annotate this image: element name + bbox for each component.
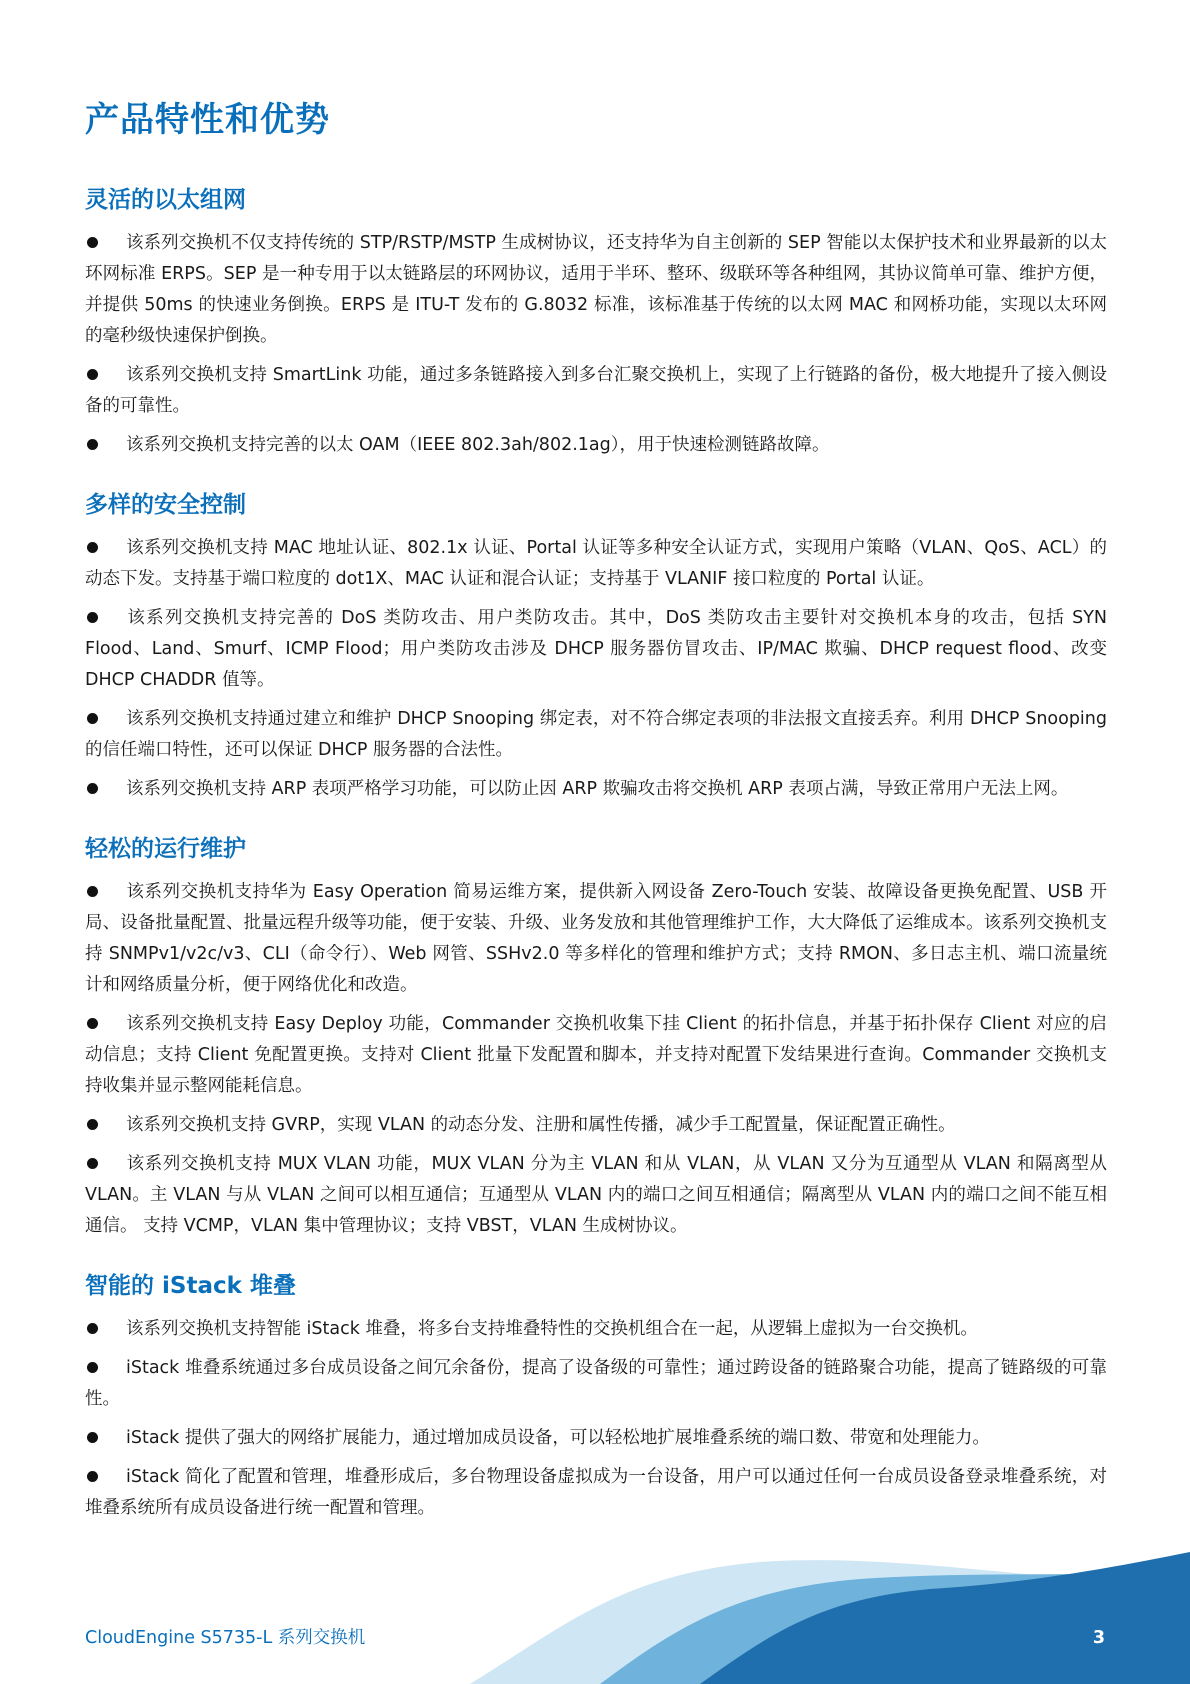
bullet-text: iStack 堆叠系统通过多台成员设备之间冗余备份，提高了设备级的可靠性；通过跨设备的链路聚合功能，提高了链路级的可靠性。 [85,1358,1107,1409]
bullet-icon [87,1119,98,1130]
list-item [85,1149,1107,1242]
list-item [85,774,1107,805]
list-item [85,1009,1107,1102]
bullet-text: iStack 简化了配置和管理，堆叠形成后，多台物理设备虚拟成为一台设备，用户可以通过任何一台成员设备登录堆叠系统，对堆叠系统所有成员设备进行统一配置和管理。 [85,1467,1107,1518]
section-title: 灵活的以太组网 [85,187,246,213]
bullet-text: 该系列交换机支持完善的 DoS 类防攻击、用户类防攻击。其中，DoS 类防攻击主要针对交换机本身的攻击，包括 SYN Flood、Land、Smurf、ICMP Flood；用户类防攻击涉及 DHCP 服务器仿冒攻击、IP/MAC 欺骗、DHCP request flood、改变 DHCP CHADDR 值等。 [85,608,1107,690]
footer-wave-decoration [0,1534,1190,1684]
list-item [85,533,1107,595]
bullet-icon [87,612,98,623]
list-item [85,877,1107,1001]
bullet-text: 该系列交换机支持完善的以太 OAM（IEEE 802.3ah/802.1ag），用于快速检测链路故障。 [126,435,830,455]
bullet-icon [87,369,98,380]
list-item [85,1314,1107,1345]
bullet-text: 该系列交换机支持 Easy Deploy 功能，Commander 交换机收集下挂 Client 的拓扑信息，并基于拓扑保存 Client 对应的启动信息；支持 Client 免配置更换。支持对 Client 批量下发配置和脚本，并支持对配置下发结果进行查询。Commander 交换机支持收集并显示整网能耗信息。 [85,1014,1107,1096]
list-item [85,704,1107,766]
section-ethernet-networking [85,182,1107,461]
bullet-icon [87,439,98,450]
bullet-icon [87,1471,98,1482]
bullet-text: 该系列交换机支持 ARP 表项严格学习功能，可以防止因 ARP 欺骗攻击将交换机 ARP 表项占满，导致正常用户无法上网。 [126,779,1069,799]
section-operation-maintenance [85,831,1107,1242]
bullet-icon [87,1362,98,1373]
bullet-icon [87,1432,98,1443]
page-title: 产品特性和优势 [85,100,330,140]
content [85,182,1107,1550]
list-item [85,360,1107,422]
footer-product-name: CloudEngine S5735-L 系列交换机 [85,1628,366,1648]
bullet-icon [87,542,98,553]
section-title: 多样的安全控制 [85,492,246,518]
bullet-text: 该系列交换机支持 SmartLink 功能，通过多条链路接入到多台汇聚交换机上，实现了上行链路的备份，极大地提升了接入侧设备的可靠性。 [85,365,1107,416]
bullet-icon [87,713,98,724]
bullet-icon [87,1158,98,1169]
page-number: 3 [1092,1628,1105,1648]
bullet-icon [87,237,98,248]
section-title: 轻松的运行维护 [85,836,246,862]
bullet-icon [87,1018,98,1029]
bullet-icon [87,1323,98,1334]
bullet-text: 该系列交换机支持 MAC 地址认证、802.1x 认证、Portal 认证等多种安全认证方式，实现用户策略（VLAN、QoS、ACL）的动态下发。支持基于端口粒度的 dot1X、MAC 认证和混合认证；支持基于 VLANIF 接口粒度的 Portal 认证。 [85,538,1107,589]
section-title: 智能的 iStack 堆叠 [85,1273,296,1299]
bullet-icon [87,886,98,897]
list-item [85,430,1107,461]
list-item [85,1462,1107,1524]
section-security-control [85,487,1107,805]
list-item [85,228,1107,352]
bullet-text: 该系列交换机支持华为 Easy Operation 简易运维方案，提供新入网设备 Zero-Touch 安装、故障设备更换免配置、USB 开局、设备批量配置、批量远程升级等功能，便于安装、升级、业务发放和其他管理维护工作，大大降低了运维成本。该系列交换机支持 SNMPv1/v2c/v3、CLI（命令行）、Web 网管、SSHv2.0 等多样化的管理和维护方式；支持 RMON、多日志主机、端口流量统计和网络质量分析，便于网络优化和改造。 [85,882,1107,995]
bullet-text: 该系列交换机支持 MUX VLAN 功能，MUX VLAN 分为主 VLAN 和从 VLAN，从 VLAN 又分为互通型从 VLAN 和隔离型从 VLAN。主 VLAN 与从 VLAN 之间可以相互通信；互通型从 VLAN 内的端口之间互相通信；隔离型从 VLAN 内的端口之间不能互相通信。 支持 VCMP，VLAN 集中管理协议；支持 VBST，VLAN 生成树协议。 [85,1154,1107,1236]
list-item [85,603,1107,696]
bullet-text: 该系列交换机不仅支持传统的 STP/RSTP/MSTP 生成树协议，还支持华为自主创新的 SEP 智能以太保护技术和业界最新的以太环网标准 ERPS。SEP 是一种专用于以太链路层的环网协议，适用于半环、整环、级联环等各种组网，其协议简单可靠、维护方便，并提供 50ms 的快速业务倒换。ERPS 是 ITU-T 发布的 G.8032 标准，该标准基于传统的以太网 MAC 和网桥功能，实现以太环网的毫秒级快速保护倒换。 [85,233,1107,346]
bullet-text: 该系列交换机支持 GVRP，实现 VLAN 的动态分发、注册和属性传播，减少手工配置量，保证配置正确性。 [126,1115,956,1135]
list-item [85,1353,1107,1415]
bullet-icon [87,783,98,794]
bullet-text: 该系列交换机支持智能 iStack 堆叠，将多台支持堆叠特性的交换机组合在一起，从逻辑上虚拟为一台交换机。 [126,1319,978,1339]
section-istack [85,1268,1107,1524]
bullet-text: 该系列交换机支持通过建立和维护 DHCP Snooping 绑定表，对不符合绑定表项的非法报文直接丢弃。利用 DHCP Snooping 的信任端口特性，还可以保证 DHCP 服务器的合法性。 [85,709,1107,760]
list-item [85,1423,1107,1454]
bullet-text: iStack 提供了强大的网络扩展能力，通过增加成员设备，可以轻松地扩展堆叠系统的端口数、带宽和处理能力。 [126,1428,990,1448]
list-item [85,1110,1107,1141]
